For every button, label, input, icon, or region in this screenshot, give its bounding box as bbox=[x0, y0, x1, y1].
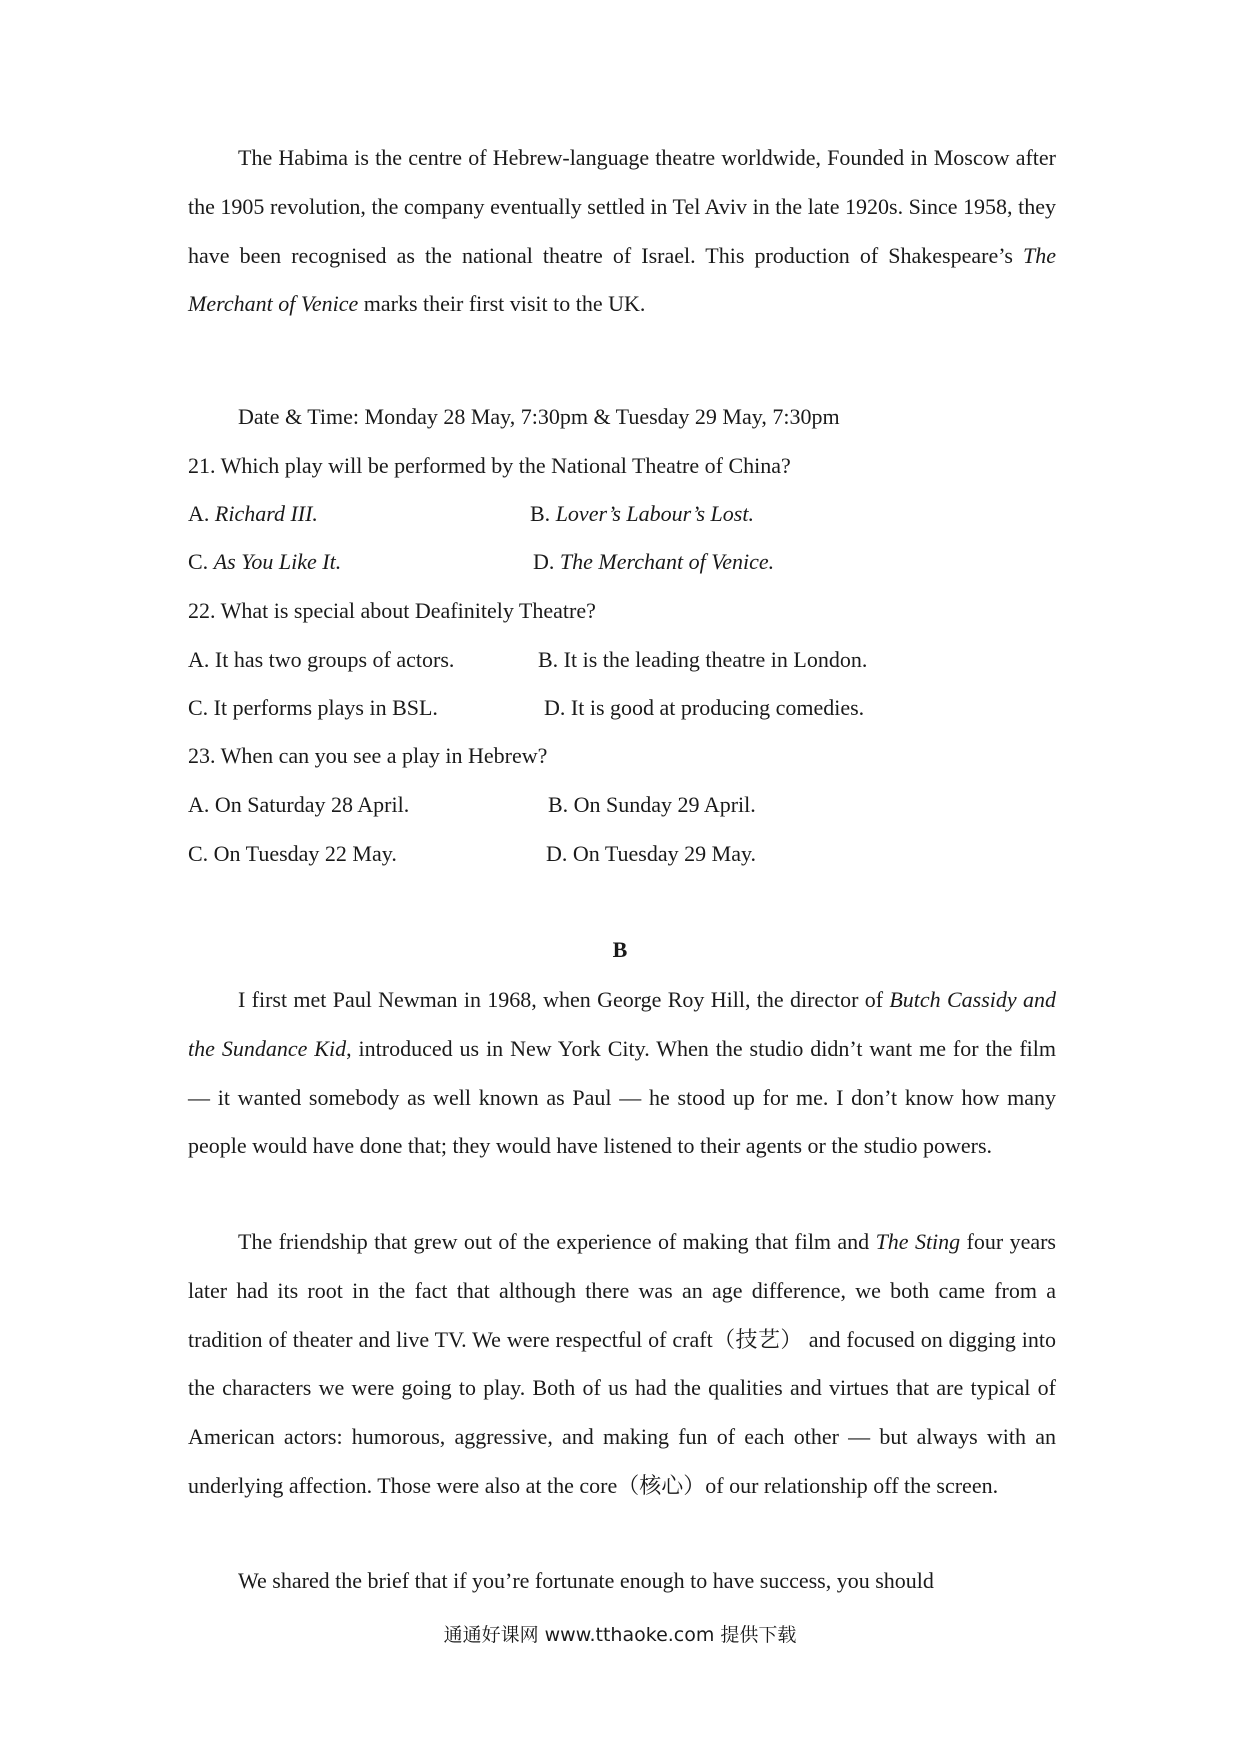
play-title: The Merchant of Venice bbox=[188, 242, 1056, 317]
q22-option-a[interactable]: A. It has two groups of actors. bbox=[188, 647, 455, 672]
q21-option-c[interactable]: C. As You Like It. bbox=[188, 549, 342, 574]
q23-option-c[interactable]: C. On Tuesday 22 May. bbox=[188, 841, 397, 866]
text-run: marks their first visit to the UK. bbox=[358, 291, 646, 317]
passage-a-paragraph bbox=[188, 134, 1056, 329]
q23-option-d[interactable]: D. On Tuesday 29 May. bbox=[546, 841, 757, 866]
passage-b-paragraph-2 bbox=[188, 1218, 1056, 1511]
passage-b-paragraph-1 bbox=[188, 976, 1056, 1171]
q23-option-b[interactable]: B. On Sunday 29 April. bbox=[548, 792, 756, 817]
question-22-stem: 22. What is special about Deafinitely Theatre? bbox=[188, 598, 596, 623]
q22-option-c[interactable]: C. It performs plays in BSL. bbox=[188, 695, 438, 720]
q22-option-d[interactable]: D. It is good at producing comedies. bbox=[544, 695, 865, 720]
text-run: , introduced us in New York City. When the studio didn’t want me for the film — it wanted somebody as well known as Paul — he stood up for me. I don’t know how many people would have done that; they would have listened to their agents or the studio powers. bbox=[188, 1035, 1056, 1159]
q23-option-a[interactable]: A. On Saturday 28 April. bbox=[188, 792, 410, 817]
section-heading-b: B bbox=[612, 937, 628, 962]
film-title: Butch Cassidy and the Sundance Kid bbox=[188, 987, 1056, 1061]
question-23-stem: 23. When can you see a play in Hebrew? bbox=[188, 743, 548, 768]
footer-watermark: 通通好课网 www.tthaoke.com 提供下载 bbox=[443, 1624, 797, 1646]
text-run: I first met Paul Newman in 1968, when George Roy Hill, the director of bbox=[238, 987, 890, 1012]
date-time-line: Date & Time: Monday 28 May, 7:30pm & Tuesday 29 May, 7:30pm bbox=[238, 404, 840, 429]
text-run: The Habima is the centre of Hebrew-language theatre worldwide, Founded in Moscow after the 1905 revolution, the company eventually settled in Tel Aviv in the late 1920s. Since 1958, they have been recognised as the national theatre of Israel. This production of Shakespeare’s bbox=[188, 145, 1056, 268]
passage-b-paragraph-3 bbox=[188, 1557, 1056, 1606]
text-run: We shared the brief that if you’re fortunate enough to have success, you should bbox=[238, 1568, 934, 1593]
q21-option-d[interactable]: D. The Merchant of Venice. bbox=[533, 549, 775, 574]
q21-option-a[interactable]: A. Richard III. bbox=[188, 501, 318, 526]
q21-option-b[interactable]: B. Lover’s Labour’s Lost. bbox=[530, 501, 754, 526]
question-21-stem: 21. Which play will be performed by the National Theatre of China? bbox=[188, 453, 791, 478]
q22-option-b[interactable]: B. It is the leading theatre in London. bbox=[538, 647, 868, 672]
text-run: four years later had its root in the fact that although there was an age difference, we both came from a tradition of theater and live TV. We were respectful of craft（技艺） and focused on digging into the characters we were going to play. Both of us had the qualities and virtues that are typical of American actors: humorous, aggressive, and making fun of each other — but always with an underlying affection. Those were also at the core（核心）of our relationship off the screen. bbox=[188, 1229, 1056, 1498]
film-title: The Sting bbox=[875, 1229, 961, 1254]
text-run: The friendship that grew out of the experience of making that film and bbox=[238, 1229, 876, 1254]
